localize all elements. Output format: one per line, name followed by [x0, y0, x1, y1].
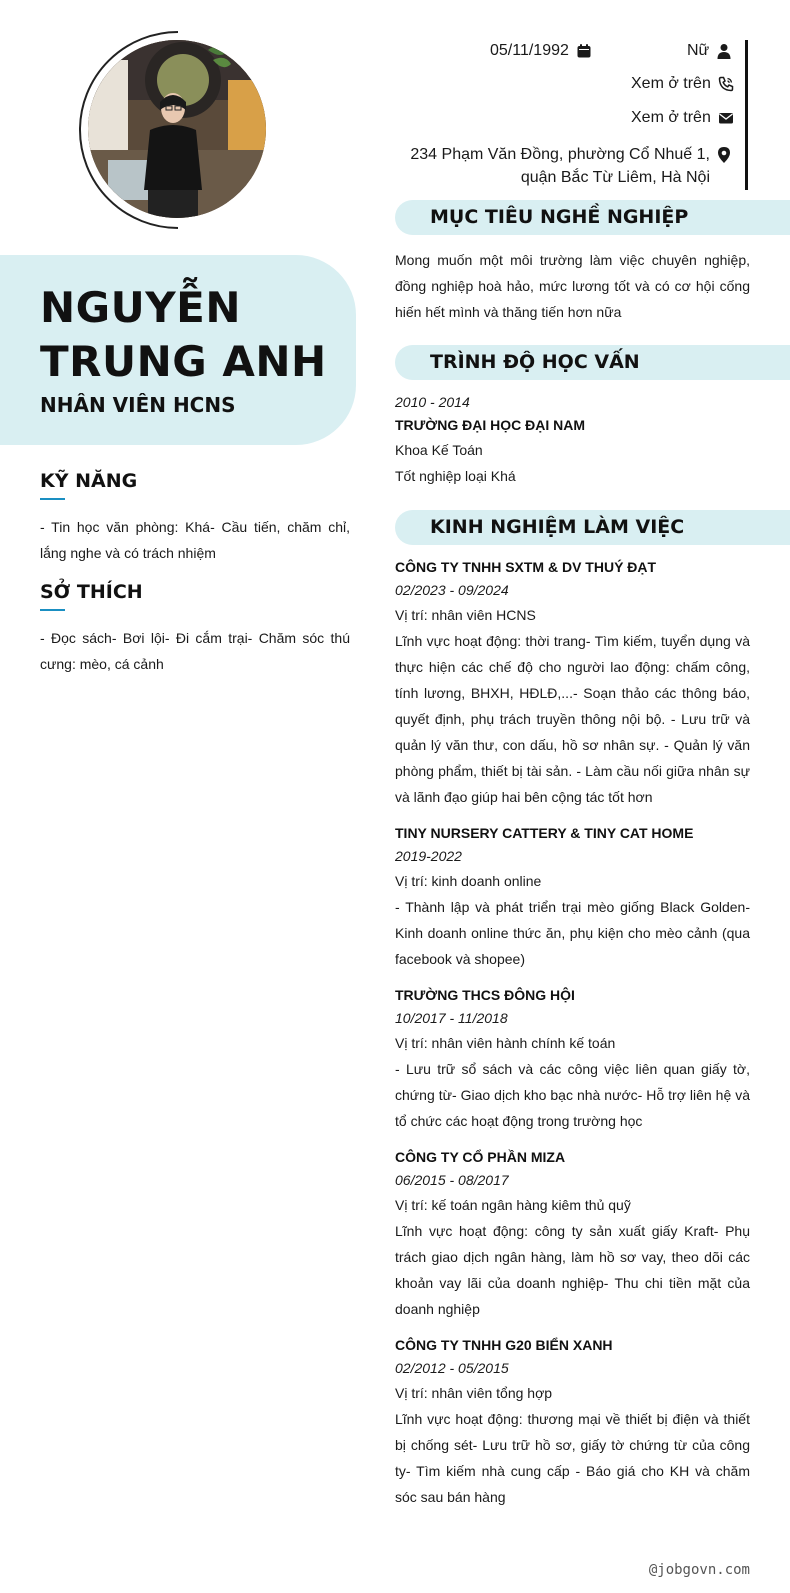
contact-divider: [745, 40, 748, 190]
email-row: [631, 109, 734, 127]
job-position: Vị trí: nhân viên HCNS: [395, 607, 536, 623]
skills-section: [40, 470, 350, 566]
email-value: Xem ở trên: [631, 109, 711, 126]
job-description: - Thành lập và phát triển trại mèo giống Black Golden- Kinh doanh online thức ăn, phụ kiện cho mèo cảnh (qua facebook và shopee): [395, 899, 750, 967]
gender-row: [687, 42, 732, 60]
job-company: CÔNG TY CỔ PHẦN MIZA: [395, 1149, 566, 1165]
envelope-icon: [718, 110, 734, 126]
job-entry: [395, 822, 750, 972]
job-description: - Lưu trữ sổ sách và các công việc liên quan giấy tờ, chứng từ- Giao dịch kho bạc nhà nước- Hỗ trợ liên hệ và tổ chức các hoạt động trong trường học: [395, 1061, 750, 1129]
education-heading: TRÌNH ĐỘ HỌC VẤN: [430, 351, 640, 373]
gender-value: Nữ: [687, 42, 710, 59]
address-line-2: quận Bắc Từ Liêm, Hà Nội: [520, 169, 710, 186]
job-position: Vị trí: nhân viên tổng hợp: [395, 1385, 553, 1401]
education-grade: Tốt nghiệp loại Khá: [395, 468, 516, 484]
objective-text: Mong muốn một môi trường làm việc chuyên nghiệp, đồng nghiệp hoà hảo, mức lương tốt và có cơ hội cống hiến hết mình và thăng tiến hơn nữa: [395, 252, 750, 320]
profile-photo-frame: [78, 30, 268, 230]
footer-brand: @jobgovn.com: [648, 1562, 750, 1578]
hobbies-heading: SỞ THÍCH: [40, 581, 143, 603]
hobbies-underline: [40, 609, 65, 611]
phone-icon: [718, 76, 734, 92]
calendar-icon: [576, 43, 592, 59]
job-period: 02/2012 - 05/2015: [395, 1360, 509, 1376]
objective-heading: MỤC TIÊU NGHỀ NGHIỆP: [430, 206, 689, 228]
job-period: 02/2023 - 09/2024: [395, 582, 509, 598]
job-description: Lĩnh vực hoạt động: thời trang- Tìm kiếm, tuyển dụng và thực hiện các chế độ cho người lao động: chấm công, tính lương, BHXH, HĐLĐ,...- Soạn thảo các thông báo, quyết định, phụ trách truyền thông nội bộ. - Lưu trữ và quản lý văn thư, con dấu, hồ sơ nhân sự. - Quản lý văn phòng phẩm, thiết bị tài sản. - Làm cầu nối giữa nhân sự và lãnh đạo giúp hai bên cộng tác tốt hơn: [395, 633, 750, 805]
experience-heading: KINH NGHIỆM LÀM VIỆC: [430, 516, 685, 538]
skills-underline: [40, 498, 65, 500]
profile-photo: [88, 40, 266, 218]
skills-heading: KỸ NĂNG: [40, 470, 138, 492]
experience-heading-bar: [395, 510, 790, 545]
job-position: Vị trí: kinh doanh online: [395, 873, 542, 889]
address-block: [390, 143, 710, 189]
education-faculty: Khoa Kế Toán: [395, 442, 483, 458]
job-entry: [395, 1146, 750, 1322]
objective-heading-bar: [395, 200, 790, 235]
hobbies-text: - Đọc sách- Bơi lội- Đi cắm trại- Chăm sóc thú cưng: mèo, cá cảnh: [40, 630, 350, 672]
job-position: Vị trí: nhân viên hành chính kế toán: [395, 1035, 616, 1051]
job-position: Vị trí: kế toán ngân hàng kiêm thủ quỹ: [395, 1197, 631, 1213]
name-panel: [0, 255, 356, 445]
education-school: TRƯỜNG ĐẠI HỌC ĐẠI NAM: [395, 417, 585, 433]
job-company: CÔNG TY TNHH G20 BIỂN XANH: [395, 1337, 613, 1353]
job-entry: [395, 984, 750, 1134]
job-description: Lĩnh vực hoạt động: thương mại về thiết bị điện và thiết bị chống sét- Lưu trữ hồ sơ, giấy tờ chứng từ của công ty- Tìm kiếm nhà cung cấp - Báo giá cho KH và chăm sóc sau bán hàng: [395, 1411, 750, 1505]
job-company: CÔNG TY TNHH SXTM & DV THUÝ ĐẠT: [395, 559, 657, 575]
job-entry: [395, 1334, 750, 1510]
objective-section: [395, 247, 750, 325]
candidate-name: [40, 281, 327, 389]
name-line-2: TRUNG ANH: [40, 337, 327, 386]
dob-value: 05/11/1992: [490, 42, 569, 59]
skills-text: - Tin học văn phòng: Khá- Cầu tiến, chăm chỉ, lắng nghe và có trách nhiệm: [40, 519, 350, 561]
phone-value: Xem ở trên: [631, 75, 711, 92]
job-company: TRƯỜNG THCS ĐÔNG HỘI: [395, 987, 575, 1003]
job-period: 10/2017 - 11/2018: [395, 1010, 508, 1026]
phone-row: [631, 75, 734, 93]
name-line-1: NGUYỄN: [40, 283, 241, 332]
hobbies-section: [40, 581, 350, 677]
job-period: 2019-2022: [395, 848, 462, 864]
education-section: [395, 391, 750, 489]
address-line-1: 234 Phạm Văn Đồng, phường Cổ Nhuế 1,: [410, 146, 710, 163]
experience-section: [395, 556, 750, 1522]
dob-row: [490, 42, 592, 60]
job-company: TINY NURSERY CATTERY & TINY CAT HOME: [395, 825, 694, 841]
map-pin-icon: [716, 146, 732, 164]
person-icon: [716, 43, 732, 59]
job-title: NHÂN VIÊN HCNS: [40, 393, 236, 417]
job-period: 06/2015 - 08/2017: [395, 1172, 509, 1188]
profile-photo-image: [88, 40, 266, 218]
education-period: 2010 - 2014: [395, 394, 470, 410]
job-description: Lĩnh vực hoạt động: công ty sản xuất giấy Kraft- Phụ trách giao dịch ngân hàng, làm hồ sơ vay, theo dõi các khoản vay lãi của doanh nghiệp- Thu chi tiền mặt của doanh nghiệp: [395, 1223, 750, 1317]
education-heading-bar: [395, 345, 790, 380]
job-entry: [395, 556, 750, 810]
